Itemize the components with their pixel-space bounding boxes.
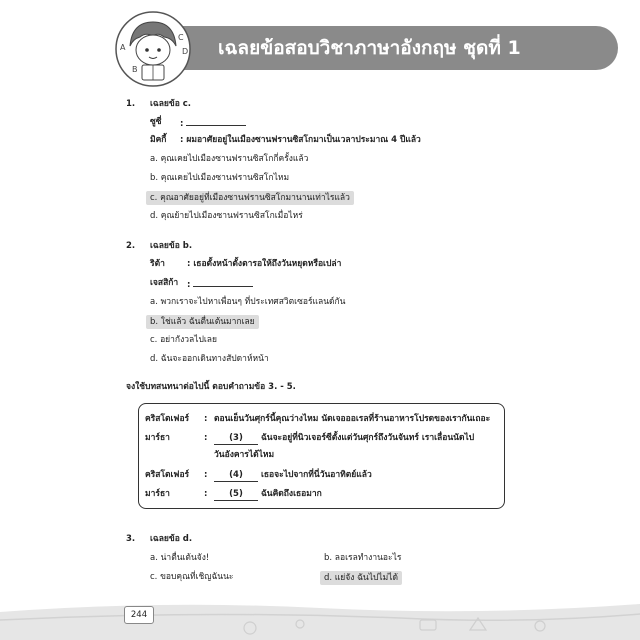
q2-option-c: c. อย่ากังวลไปเลย: [150, 335, 217, 345]
dialog-speaker-1: คริสโตเฟอร์: [145, 414, 190, 424]
q3-option-d-correct: d. แย่จัง ฉันไปไม่ได้: [320, 571, 402, 585]
dialog-colon-2: :: [204, 433, 208, 443]
dialog-colon-4: :: [204, 489, 208, 499]
mascot-letter-d: D: [182, 47, 189, 56]
q2-option-a: a. พวกเราจะไปหาเพื่อนๆ ที่ประเทศสวิตเซอร์แลนด์กัน: [150, 297, 346, 307]
q2-option-b-correct: b. ใช่แล้ว ฉันตื่นเต้นมากเลย: [146, 315, 259, 329]
q2-speaker2: เจสสิก้า: [150, 278, 179, 288]
q1-option-d: d. คุณย้ายไปเมืองซานฟรานซิสโกเมื่อไหร่: [150, 211, 303, 221]
dialog-speaker-2: มาร์ธา: [145, 433, 170, 443]
q1-speaker1-line: :: [180, 116, 246, 130]
dialog-line-2: (3) ฉันจะอยู่ที่นิวเจอร์ซีตั้งแต่วันศุกร์ถึงวันจันทร์ เราเลื่อนนัดไป: [214, 432, 474, 445]
q1-option-c-correct: c. คุณอาศัยอยู่ที่เมืองซานฟรานซิสโกมานานเท่าไรแล้ว: [146, 191, 354, 205]
q1-speaker2-line: : ผมอาศัยอยู่ในเมืองซานฟรานซิสโกมาเป็นเวลาประมาณ 4 ปีแล้ว: [180, 135, 421, 145]
dialog-text-1: ตอนเย็นวันศุกร์นี้คุณว่างไหม นัดเจอออเรลที่ร้านอาหารโปรดของเรากันเถอะ: [214, 414, 491, 424]
mascot-girl-illustration: [112, 10, 194, 88]
instruction: จงใช้บทสนทนาต่อไปนี้ ตอบคำถามข้อ 3. - 5.: [126, 382, 296, 392]
footer-decoration: [0, 594, 640, 640]
dialog-continuation-2: วันอังคารได้ไหม: [214, 450, 275, 460]
q2-answer: เฉลยข้อ b.: [150, 241, 193, 251]
q1-answer: เฉลยข้อ c.: [150, 99, 192, 109]
q1-option-a: a. คุณเคยไปเมืองซานฟรานซิสโกกี่ครั้งแล้ว: [150, 154, 309, 164]
dialog-line-4: (5) ฉันคิดถึงเธอมาก: [214, 488, 322, 501]
page-number: 244: [124, 606, 154, 624]
q2-speaker1: ริต้า: [150, 259, 165, 269]
page-title: เฉลยข้อสอบวิชาภาษาอังกฤษ ชุดที่ 1: [218, 37, 521, 59]
q2-speaker1-line: : เธอตั้งหน้าตั้งตารอให้ถึงวันหยุดหรือเปล่า: [187, 259, 342, 269]
mascot-letter-c: C: [178, 33, 184, 42]
q2-number: 2.: [126, 241, 136, 251]
q3-option-b: b. ลอเรลทำงานอะไร: [324, 553, 402, 563]
dialog-blank-3: (3): [214, 432, 258, 445]
q2-blank: [193, 277, 253, 287]
q2-option-d: d. ฉันจะออกเดินทางสัปดาห์หน้า: [150, 354, 269, 364]
mascot-letter-a: A: [120, 43, 126, 52]
q3-answer: เฉลยข้อ d.: [150, 534, 193, 544]
dialog-colon-3: :: [204, 470, 208, 480]
dialog-speaker-3: คริสโตเฟอร์: [145, 470, 190, 480]
dialog-colon-1: :: [204, 414, 208, 424]
mascot-letter-b: B: [132, 65, 138, 74]
dialog-blank-5: (5): [214, 488, 258, 501]
q1-speaker2: มิคกี้: [150, 135, 167, 145]
dialog-blank-4: (4): [214, 469, 258, 482]
q3-option-a: a. น่าตื่นเต้นจัง!: [150, 553, 210, 563]
q1-number: 1.: [126, 99, 136, 109]
q2-speaker2-line: :: [187, 277, 253, 291]
q3-option-c: c. ขอบคุณที่เชิญฉันนะ: [150, 572, 234, 582]
q1-option-b: b. คุณเคยไปเมืองซานฟรานซิสโกไหม: [150, 173, 290, 183]
q1-blank: [186, 116, 246, 126]
q3-number: 3.: [126, 534, 136, 544]
dialog-speaker-4: มาร์ธา: [145, 489, 170, 499]
q1-speaker1: ซูซี่: [150, 117, 162, 127]
dialog-line-3: (4) เธอจะไปจากที่นี่วันอาทิตย์แล้ว: [214, 469, 372, 482]
